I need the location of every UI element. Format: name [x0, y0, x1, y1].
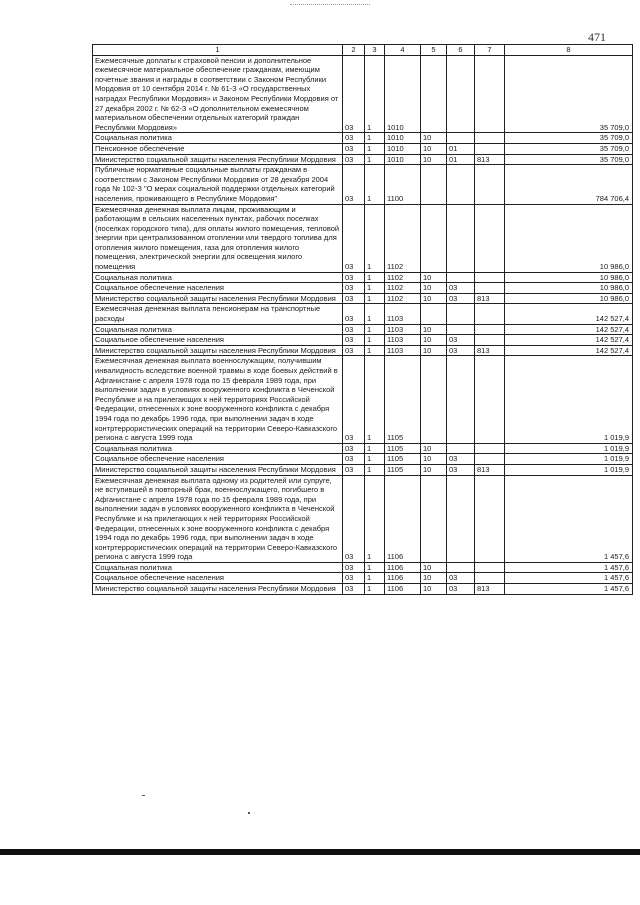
direction-code-cell: 1103: [385, 304, 421, 324]
direction-code-cell: 1010: [385, 154, 421, 165]
table-row: [93, 283, 633, 294]
subprogram-code-cell: 1: [365, 165, 385, 204]
section-code-cell: 10: [421, 133, 447, 144]
agency-code-cell: 813: [475, 154, 505, 165]
row-name-cell: Социальная политика: [93, 133, 343, 144]
row-name-cell: Социальная политика: [93, 272, 343, 283]
table-row: [93, 324, 633, 335]
row-name-cell: Ежемесячные доплаты к страховой пенсии и дополнительное ежемесячное материальное обеспечение гражданам, имеющим почетные звания и награды в соответствии с Законом Республики Мордовия от 10 сентября 2014 г. № 61-З «О государственных наградах Республики Мордовия» и Законом Республики Мордовия от 27 декабря 2002 г. № 62-З «О дополнительном ежемесячном материальном обеспечении отдельных категорий граждан Республики Мордовия»: [93, 55, 343, 133]
section-code-cell: 10: [421, 345, 447, 356]
agency-code-cell: [475, 283, 505, 294]
table-row: [93, 454, 633, 465]
direction-code-cell: 1105: [385, 443, 421, 454]
direction-code-cell: 1106: [385, 562, 421, 573]
subsection-code-cell: 03: [447, 454, 475, 465]
amount-cell: 142 527,4: [505, 335, 633, 346]
header-cell: 3: [365, 45, 385, 56]
page-number: 471: [588, 30, 606, 44]
section-code-cell: 10: [421, 573, 447, 584]
header-cell: 2: [343, 45, 365, 56]
section-code-cell: [421, 165, 447, 204]
program-code-cell: 03: [343, 283, 365, 294]
direction-code-cell: 1102: [385, 283, 421, 294]
subprogram-code-cell: 1: [365, 573, 385, 584]
agency-code-cell: [475, 454, 505, 465]
agency-code-cell: [475, 475, 505, 562]
header-cell: 1: [93, 45, 343, 56]
agency-code-cell: [475, 165, 505, 204]
subsection-code-cell: [447, 304, 475, 324]
program-code-cell: 03: [343, 356, 365, 443]
row-name-cell: Ежемесячная денежная выплата пенсионерам на транспортные расходы: [93, 304, 343, 324]
subsection-code-cell: [447, 133, 475, 144]
agency-code-cell: [475, 143, 505, 154]
direction-code-cell: 1106: [385, 573, 421, 584]
agency-code-cell: [475, 573, 505, 584]
header-cell: 4: [385, 45, 421, 56]
section-code-cell: 10: [421, 454, 447, 465]
header-cell: 7: [475, 45, 505, 56]
section-code-cell: 10: [421, 464, 447, 475]
row-name-cell: Пенсионное обеспечение: [93, 143, 343, 154]
table-row: [93, 584, 633, 595]
subsection-code-cell: [447, 356, 475, 443]
subsection-code-cell: 01: [447, 143, 475, 154]
table-row: [93, 573, 633, 584]
section-code-cell: [421, 475, 447, 562]
direction-code-cell: 1103: [385, 324, 421, 335]
direction-code-cell: 1106: [385, 584, 421, 595]
direction-code-cell: 1010: [385, 133, 421, 144]
direction-code-cell: 1105: [385, 356, 421, 443]
table-row: [93, 272, 633, 283]
amount-cell: 10 986,0: [505, 204, 633, 272]
row-name-cell: Ежемесячная денежная выплата одному из родителей или супруге, не вступившей в повторный брак, военнослужащего, погибшего в Афганистане с апреля 1978 года по 15 февраля 1989 года, при выполнении задач в условиях вооруженного конфликта в Чеченской Республике и на прилегающих к ней территориях Российской Федерации, отнесенных к зоне вооруженного конфликта с декабря 1994 года по декабрь 1996 года, при выполнении задач в ходе контртеррористических операций на территории Северо-Кавказского региона с августа 1999 года: [93, 475, 343, 562]
subprogram-code-cell: 1: [365, 335, 385, 346]
program-code-cell: 03: [343, 204, 365, 272]
direction-code-cell: 1102: [385, 293, 421, 304]
subsection-code-cell: 01: [447, 154, 475, 165]
agency-code-cell: [475, 204, 505, 272]
subprogram-code-cell: 1: [365, 562, 385, 573]
section-code-cell: 10: [421, 293, 447, 304]
subprogram-code-cell: 1: [365, 143, 385, 154]
amount-cell: 1 457,6: [505, 562, 633, 573]
program-code-cell: 03: [343, 573, 365, 584]
scan-artifact-line: [290, 4, 370, 5]
subprogram-code-cell: 1: [365, 454, 385, 465]
section-code-cell: 10: [421, 272, 447, 283]
subprogram-code-cell: 1: [365, 443, 385, 454]
direction-code-cell: 1103: [385, 335, 421, 346]
program-code-cell: 03: [343, 324, 365, 335]
agency-code-cell: [475, 356, 505, 443]
section-code-cell: [421, 204, 447, 272]
amount-cell: 1 457,6: [505, 475, 633, 562]
program-code-cell: 03: [343, 562, 365, 573]
row-name-cell: Социальная политика: [93, 562, 343, 573]
table-row: [93, 475, 633, 562]
direction-code-cell: 1010: [385, 55, 421, 133]
section-code-cell: [421, 55, 447, 133]
subsection-code-cell: [447, 55, 475, 133]
row-name-cell: Социальное обеспечение населения: [93, 454, 343, 465]
subprogram-code-cell: 1: [365, 475, 385, 562]
amount-cell: 1 019,9: [505, 454, 633, 465]
program-code-cell: 03: [343, 154, 365, 165]
budget-table: [92, 44, 633, 595]
section-code-cell: [421, 356, 447, 443]
direction-code-cell: 1100: [385, 165, 421, 204]
program-code-cell: 03: [343, 464, 365, 475]
section-code-cell: 10: [421, 283, 447, 294]
program-code-cell: 03: [343, 443, 365, 454]
section-code-cell: 10: [421, 143, 447, 154]
subprogram-code-cell: 1: [365, 133, 385, 144]
amount-cell: 35 709,0: [505, 154, 633, 165]
row-name-cell: Социальная политика: [93, 443, 343, 454]
agency-code-cell: 813: [475, 345, 505, 356]
row-name-cell: Министерство социальной защиты населения Республики Мордовия: [93, 345, 343, 356]
direction-code-cell: 1106: [385, 475, 421, 562]
amount-cell: 142 527,4: [505, 304, 633, 324]
agency-code-cell: 813: [475, 584, 505, 595]
table-header: [93, 45, 633, 56]
program-code-cell: 03: [343, 475, 365, 562]
section-code-cell: 10: [421, 562, 447, 573]
direction-code-cell: 1103: [385, 345, 421, 356]
table-row: [93, 204, 633, 272]
subsection-code-cell: 03: [447, 584, 475, 595]
subprogram-code-cell: 1: [365, 356, 385, 443]
amount-cell: 1 019,9: [505, 443, 633, 454]
subprogram-code-cell: 1: [365, 204, 385, 272]
table-row: [93, 562, 633, 573]
amount-cell: 10 986,0: [505, 283, 633, 294]
amount-cell: 35 709,0: [505, 143, 633, 154]
subsection-code-cell: 03: [447, 464, 475, 475]
subsection-code-cell: 03: [447, 283, 475, 294]
section-code-cell: 10: [421, 154, 447, 165]
subsection-code-cell: [447, 324, 475, 335]
program-code-cell: 03: [343, 133, 365, 144]
direction-code-cell: 1105: [385, 454, 421, 465]
scan-speck: [142, 795, 145, 796]
direction-code-cell: 1105: [385, 464, 421, 475]
row-name-cell: Социальное обеспечение населения: [93, 283, 343, 294]
table-row: [93, 133, 633, 144]
table-row: [93, 143, 633, 154]
amount-cell: 35 709,0: [505, 55, 633, 133]
subsection-code-cell: [447, 204, 475, 272]
row-name-cell: Ежемесячная денежная выплата военнослужащим, получившим инвалидность вследствие военной травмы в ходе боевых действий в Афганистане с апреля 1978 года по 15 февраля 1989 года, при выполнении задач в условиях вооруженного конфликта в Чеченской Республике и на прилегающих к ней территориях Российской Федерации, отнесенных к зоне вооруженного конфликта с декабря 1994 года по декабрь 1996 года, при выполнении задач в ходе контртеррористических операций на территории Северо-Кавказского региона с августа 1999 года: [93, 356, 343, 443]
amount-cell: 1 019,9: [505, 356, 633, 443]
header-cell: 6: [447, 45, 475, 56]
row-name-cell: Министерство социальной защиты населения Республики Мордовия: [93, 293, 343, 304]
program-code-cell: 03: [343, 345, 365, 356]
program-code-cell: 03: [343, 165, 365, 204]
agency-code-cell: [475, 335, 505, 346]
row-name-cell: Социальное обеспечение населения: [93, 573, 343, 584]
agency-code-cell: [475, 562, 505, 573]
amount-cell: 784 706,4: [505, 165, 633, 204]
subsection-code-cell: 03: [447, 293, 475, 304]
agency-code-cell: [475, 443, 505, 454]
row-name-cell: Социальная политика: [93, 324, 343, 335]
subsection-code-cell: [447, 443, 475, 454]
program-code-cell: 03: [343, 304, 365, 324]
row-name-cell: Министерство социальной защиты населения Республики Мордовия: [93, 154, 343, 165]
row-name-cell: Министерство социальной защиты населения Республики Мордовия: [93, 464, 343, 475]
amount-cell: 1 457,6: [505, 573, 633, 584]
subprogram-code-cell: 1: [365, 154, 385, 165]
table-row: [93, 55, 633, 133]
scan-speck: [248, 812, 250, 814]
subsection-code-cell: 03: [447, 345, 475, 356]
subsection-code-cell: [447, 165, 475, 204]
header-row: [93, 45, 633, 56]
program-code-cell: 03: [343, 293, 365, 304]
section-code-cell: [421, 304, 447, 324]
program-code-cell: 03: [343, 454, 365, 465]
agency-code-cell: [475, 272, 505, 283]
table-row: [93, 154, 633, 165]
amount-cell: 1 457,6: [505, 584, 633, 595]
table-row: [93, 356, 633, 443]
agency-code-cell: [475, 55, 505, 133]
subprogram-code-cell: 1: [365, 464, 385, 475]
table-body: [93, 55, 633, 594]
table-row: [93, 304, 633, 324]
direction-code-cell: 1010: [385, 143, 421, 154]
section-code-cell: 10: [421, 335, 447, 346]
table-row: [93, 293, 633, 304]
table-row: [93, 335, 633, 346]
program-code-cell: 03: [343, 584, 365, 595]
subsection-code-cell: [447, 562, 475, 573]
header-cell: 5: [421, 45, 447, 56]
direction-code-cell: 1102: [385, 272, 421, 283]
section-code-cell: 10: [421, 443, 447, 454]
agency-code-cell: [475, 324, 505, 335]
agency-code-cell: 813: [475, 464, 505, 475]
subprogram-code-cell: 1: [365, 293, 385, 304]
subsection-code-cell: [447, 272, 475, 283]
table-row: [93, 443, 633, 454]
amount-cell: 142 527,4: [505, 324, 633, 335]
header-cell: 8: [505, 45, 633, 56]
subprogram-code-cell: 1: [365, 55, 385, 133]
table-row: [93, 165, 633, 204]
row-name-cell: Публичные нормативные социальные выплаты гражданам в соответствии с Законом Республики Мордовия от 28 декабря 2004 года № 102-З "О мерах социальной поддержки отдельных категорий населения, проживающего в Республике Мордовия": [93, 165, 343, 204]
row-name-cell: Министерство социальной защиты населения Республики Мордовия: [93, 584, 343, 595]
program-code-cell: 03: [343, 335, 365, 346]
section-code-cell: 10: [421, 584, 447, 595]
subsection-code-cell: 03: [447, 335, 475, 346]
agency-code-cell: 813: [475, 293, 505, 304]
subprogram-code-cell: 1: [365, 345, 385, 356]
subprogram-code-cell: 1: [365, 324, 385, 335]
subprogram-code-cell: 1: [365, 272, 385, 283]
program-code-cell: 03: [343, 272, 365, 283]
amount-cell: 10 986,0: [505, 272, 633, 283]
subprogram-code-cell: 1: [365, 304, 385, 324]
amount-cell: 10 986,0: [505, 293, 633, 304]
table-row: [93, 345, 633, 356]
scan-border-bar: [0, 849, 640, 855]
direction-code-cell: 1102: [385, 204, 421, 272]
program-code-cell: 03: [343, 143, 365, 154]
amount-cell: 35 709,0: [505, 133, 633, 144]
section-code-cell: 10: [421, 324, 447, 335]
subprogram-code-cell: 1: [365, 283, 385, 294]
subsection-code-cell: 03: [447, 573, 475, 584]
subsection-code-cell: [447, 475, 475, 562]
amount-cell: 1 019,9: [505, 464, 633, 475]
table-row: [93, 464, 633, 475]
agency-code-cell: [475, 133, 505, 144]
agency-code-cell: [475, 304, 505, 324]
row-name-cell: Социальное обеспечение населения: [93, 335, 343, 346]
program-code-cell: 03: [343, 55, 365, 133]
subprogram-code-cell: 1: [365, 584, 385, 595]
amount-cell: 142 527,4: [505, 345, 633, 356]
row-name-cell: Ежемесячная денежная выплата лицам, проживающим и работающим в сельских населенных пунктах, рабочих поселках (поселках городского типа), для оплаты жилого помещения, тепловой энергии при централизованном отоплении или твердого топлива для отопления жилого помещения, газа для отопления жилого помещения, электрической энергии для освещения жилого помещения: [93, 204, 343, 272]
